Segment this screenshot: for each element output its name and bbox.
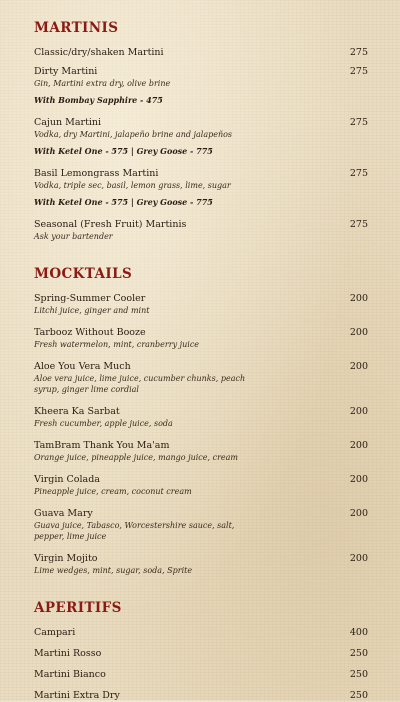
item-price: 200	[349, 508, 368, 519]
item-name: Martini Extra Dry	[34, 690, 120, 701]
item-price: 250	[349, 669, 368, 680]
item-description: Pineapple juice, cream, coconut cream	[34, 487, 192, 496]
menu-item	[34, 647, 368, 660]
menu-item	[34, 552, 368, 576]
item-price: 200	[349, 440, 368, 451]
section-aperitifs	[34, 600, 368, 702]
section-mocktails	[34, 266, 368, 576]
item-description: Litchi juice, ginger and mint	[34, 306, 150, 315]
section-title: MARTINIS	[34, 20, 119, 36]
item-description: Fresh watermelon, mint, cranberry juice	[34, 340, 200, 349]
item-price: 250	[349, 648, 368, 659]
menu-item	[34, 65, 368, 106]
item-description: Ask your bartender	[34, 232, 113, 241]
item-name: Spring-Summer Cooler	[34, 293, 146, 304]
item-name: Martini Bianco	[34, 669, 106, 680]
menu-item	[34, 46, 368, 59]
item-upgrade-note: With Ketel One - 575 | Grey Goose - 775	[34, 146, 213, 156]
item-name: Virgin Mojito	[34, 553, 98, 564]
item-price: 400	[349, 627, 368, 638]
menu-item	[34, 668, 368, 681]
menu-item	[34, 116, 368, 157]
item-price: 275	[349, 66, 368, 77]
menu-item	[34, 689, 368, 702]
menu-item	[34, 218, 368, 242]
section-title: MOCKTAILS	[34, 266, 133, 282]
item-description: Vodka, triple sec, basil, lemon grass, lime, sugar	[34, 181, 231, 190]
menu-item	[34, 473, 368, 497]
item-description: Vodka, dry Martini, jalapeño brine and jalapeños	[34, 130, 233, 139]
item-price: 200	[349, 327, 368, 338]
item-price: 200	[349, 474, 368, 485]
menu-item	[34, 439, 368, 463]
item-price: 200	[349, 406, 368, 417]
item-description: Guava juice, Tabasco, Worcestershire sauce, salt, pepper, lime juice	[34, 521, 235, 541]
menu-item	[34, 405, 368, 429]
item-price: 250	[349, 690, 368, 701]
item-name: Kheera Ka Sarbat	[34, 406, 120, 417]
item-upgrade-note: With Bombay Sapphire - 475	[34, 95, 163, 105]
item-price: 275	[349, 47, 368, 58]
item-name: Martini Rosso	[34, 648, 102, 659]
item-name: Cajun Martini	[34, 117, 102, 128]
item-price: 275	[349, 117, 368, 128]
menu-item	[34, 292, 368, 316]
item-name: Seasonal (Fresh Fruit) Martinis	[34, 219, 187, 230]
menu-item	[34, 326, 368, 350]
item-name: Classic/dry/shaken Martini	[34, 47, 164, 58]
item-name: Aloe You Vera Much	[34, 361, 131, 372]
item-name: Virgin Colada	[34, 474, 100, 485]
menu-item	[34, 507, 368, 542]
item-description: Orange juice, pineapple juice, mango juice, cream	[34, 453, 238, 462]
section-martinis	[34, 20, 368, 242]
item-description: Lime wedges, mint, sugar, soda, Sprite	[34, 566, 193, 575]
item-price: 275	[349, 219, 368, 230]
menu-item	[34, 626, 368, 639]
item-name: Basil Lemongrass Martini	[34, 168, 159, 179]
item-upgrade-note: With Ketel One - 575 | Grey Goose - 775	[34, 197, 213, 207]
section-title: APERITIFS	[34, 600, 122, 616]
item-description: Gin, Martini extra dry, olive brine	[34, 79, 171, 88]
item-price: 200	[349, 553, 368, 564]
menu-item	[34, 360, 368, 395]
item-price: 200	[349, 361, 368, 372]
item-name: TamBram Thank You Ma'am	[34, 440, 170, 451]
menu-item	[34, 167, 368, 208]
menu-page	[34, 20, 368, 702]
item-price: 275	[349, 168, 368, 179]
item-description: Fresh cucumber, apple juice, soda	[34, 419, 173, 428]
item-name: Guava Mary	[34, 508, 93, 519]
item-description: Aloe vera juice, lime juice, cucumber chunks, peach syrup, ginger lime cordial	[34, 374, 246, 394]
item-name: Tarbooz Without Booze	[34, 327, 146, 338]
item-name: Campari	[34, 627, 76, 638]
item-price: 200	[349, 293, 368, 304]
item-name: Dirty Martini	[34, 66, 98, 77]
